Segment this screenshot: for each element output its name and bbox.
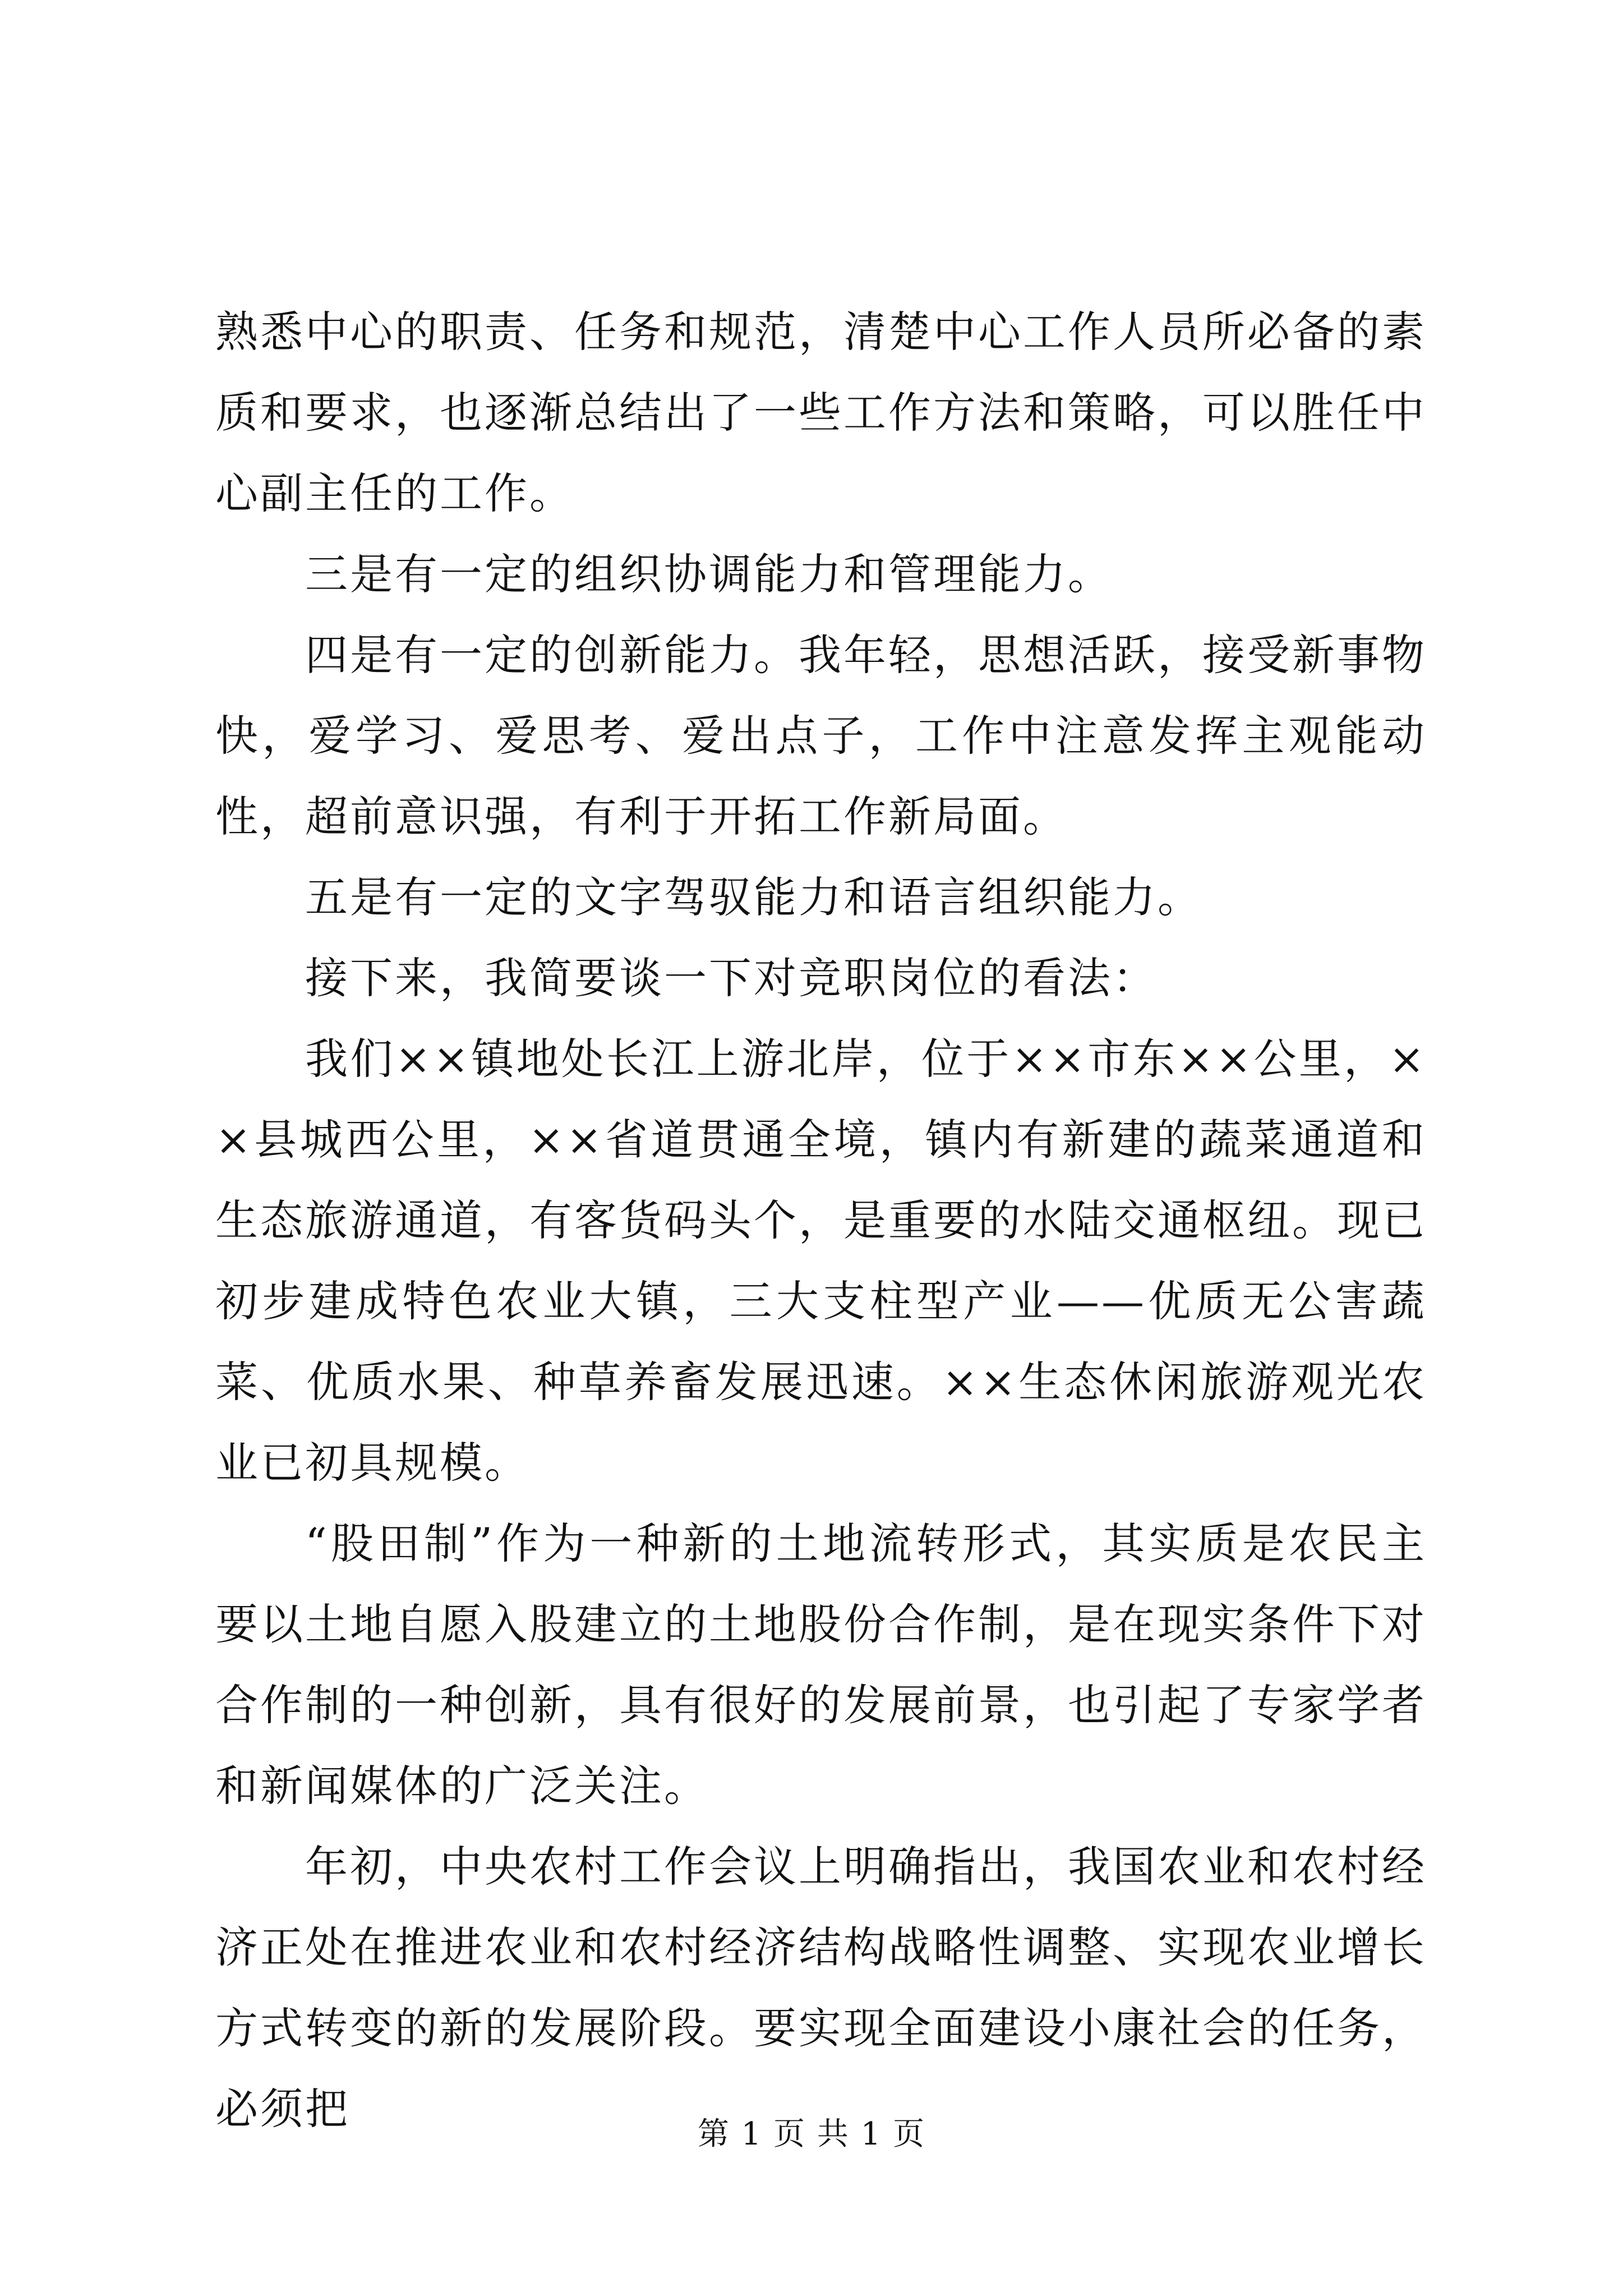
paragraph: 三是有一定的组织协调能力和管理能力。 <box>305 549 1113 599</box>
page-footer: 第 1 页 共 1 页 <box>697 2116 926 2152</box>
document-body <box>215 292 1427 2150</box>
paragraph: 四是有一定的创新能力。我年轻，思想活跃，接受新事物快，爱学习、爱思考、爱出点子，工作中注意发挥主观能动性，超前意识强，有利于开拓工作新局面。 <box>215 630 1427 841</box>
paragraph: 年初，中央农村工作会议上明确指出，我国农业和农村经济正处在推进农业和农村经济结构战略性调整、实现农业增长方式转变的新的发展阶段。要实现全面建设小康社会的任务，必须把 <box>215 1842 1427 2134</box>
paragraph: 五是有一定的文字驾驭能力和语言组织能力。 <box>305 872 1202 922</box>
paragraph: 熟悉中心的职责、任务和规范，清楚中心工作人员所必备的素质和要求，也逐渐总结出了一些工作方法和策略，可以胜任中心副主任的工作。 <box>215 307 1427 518</box>
paragraph: 接下来，我简要谈一下对竞职岗位的看法： <box>305 953 1158 1003</box>
paragraph: 我们××镇地处长江上游北岸，位于××市东××公里，××县城西公里，××省道贯通全境，镇内有新建的蔬菜通道和生态旅游通道，有客货码头个，是重要的水陆交通枢纽。现已初步建成特色农业大镇，三大支柱型产业——优质无公害蔬菜、优质水果、种草养畜发展迅速。××生态休闲旅游观光农业已初具规模。 <box>215 1034 1427 1488</box>
paragraph: “股田制”作为一种新的土地流转形式，其实质是农民主要以土地自愿入股建立的土地股份合作制，是在现实条件下对合作制的一种创新，具有很好的发展前景，也引起了专家学者和新闻媒体的广泛关注。 <box>215 1519 1427 1811</box>
